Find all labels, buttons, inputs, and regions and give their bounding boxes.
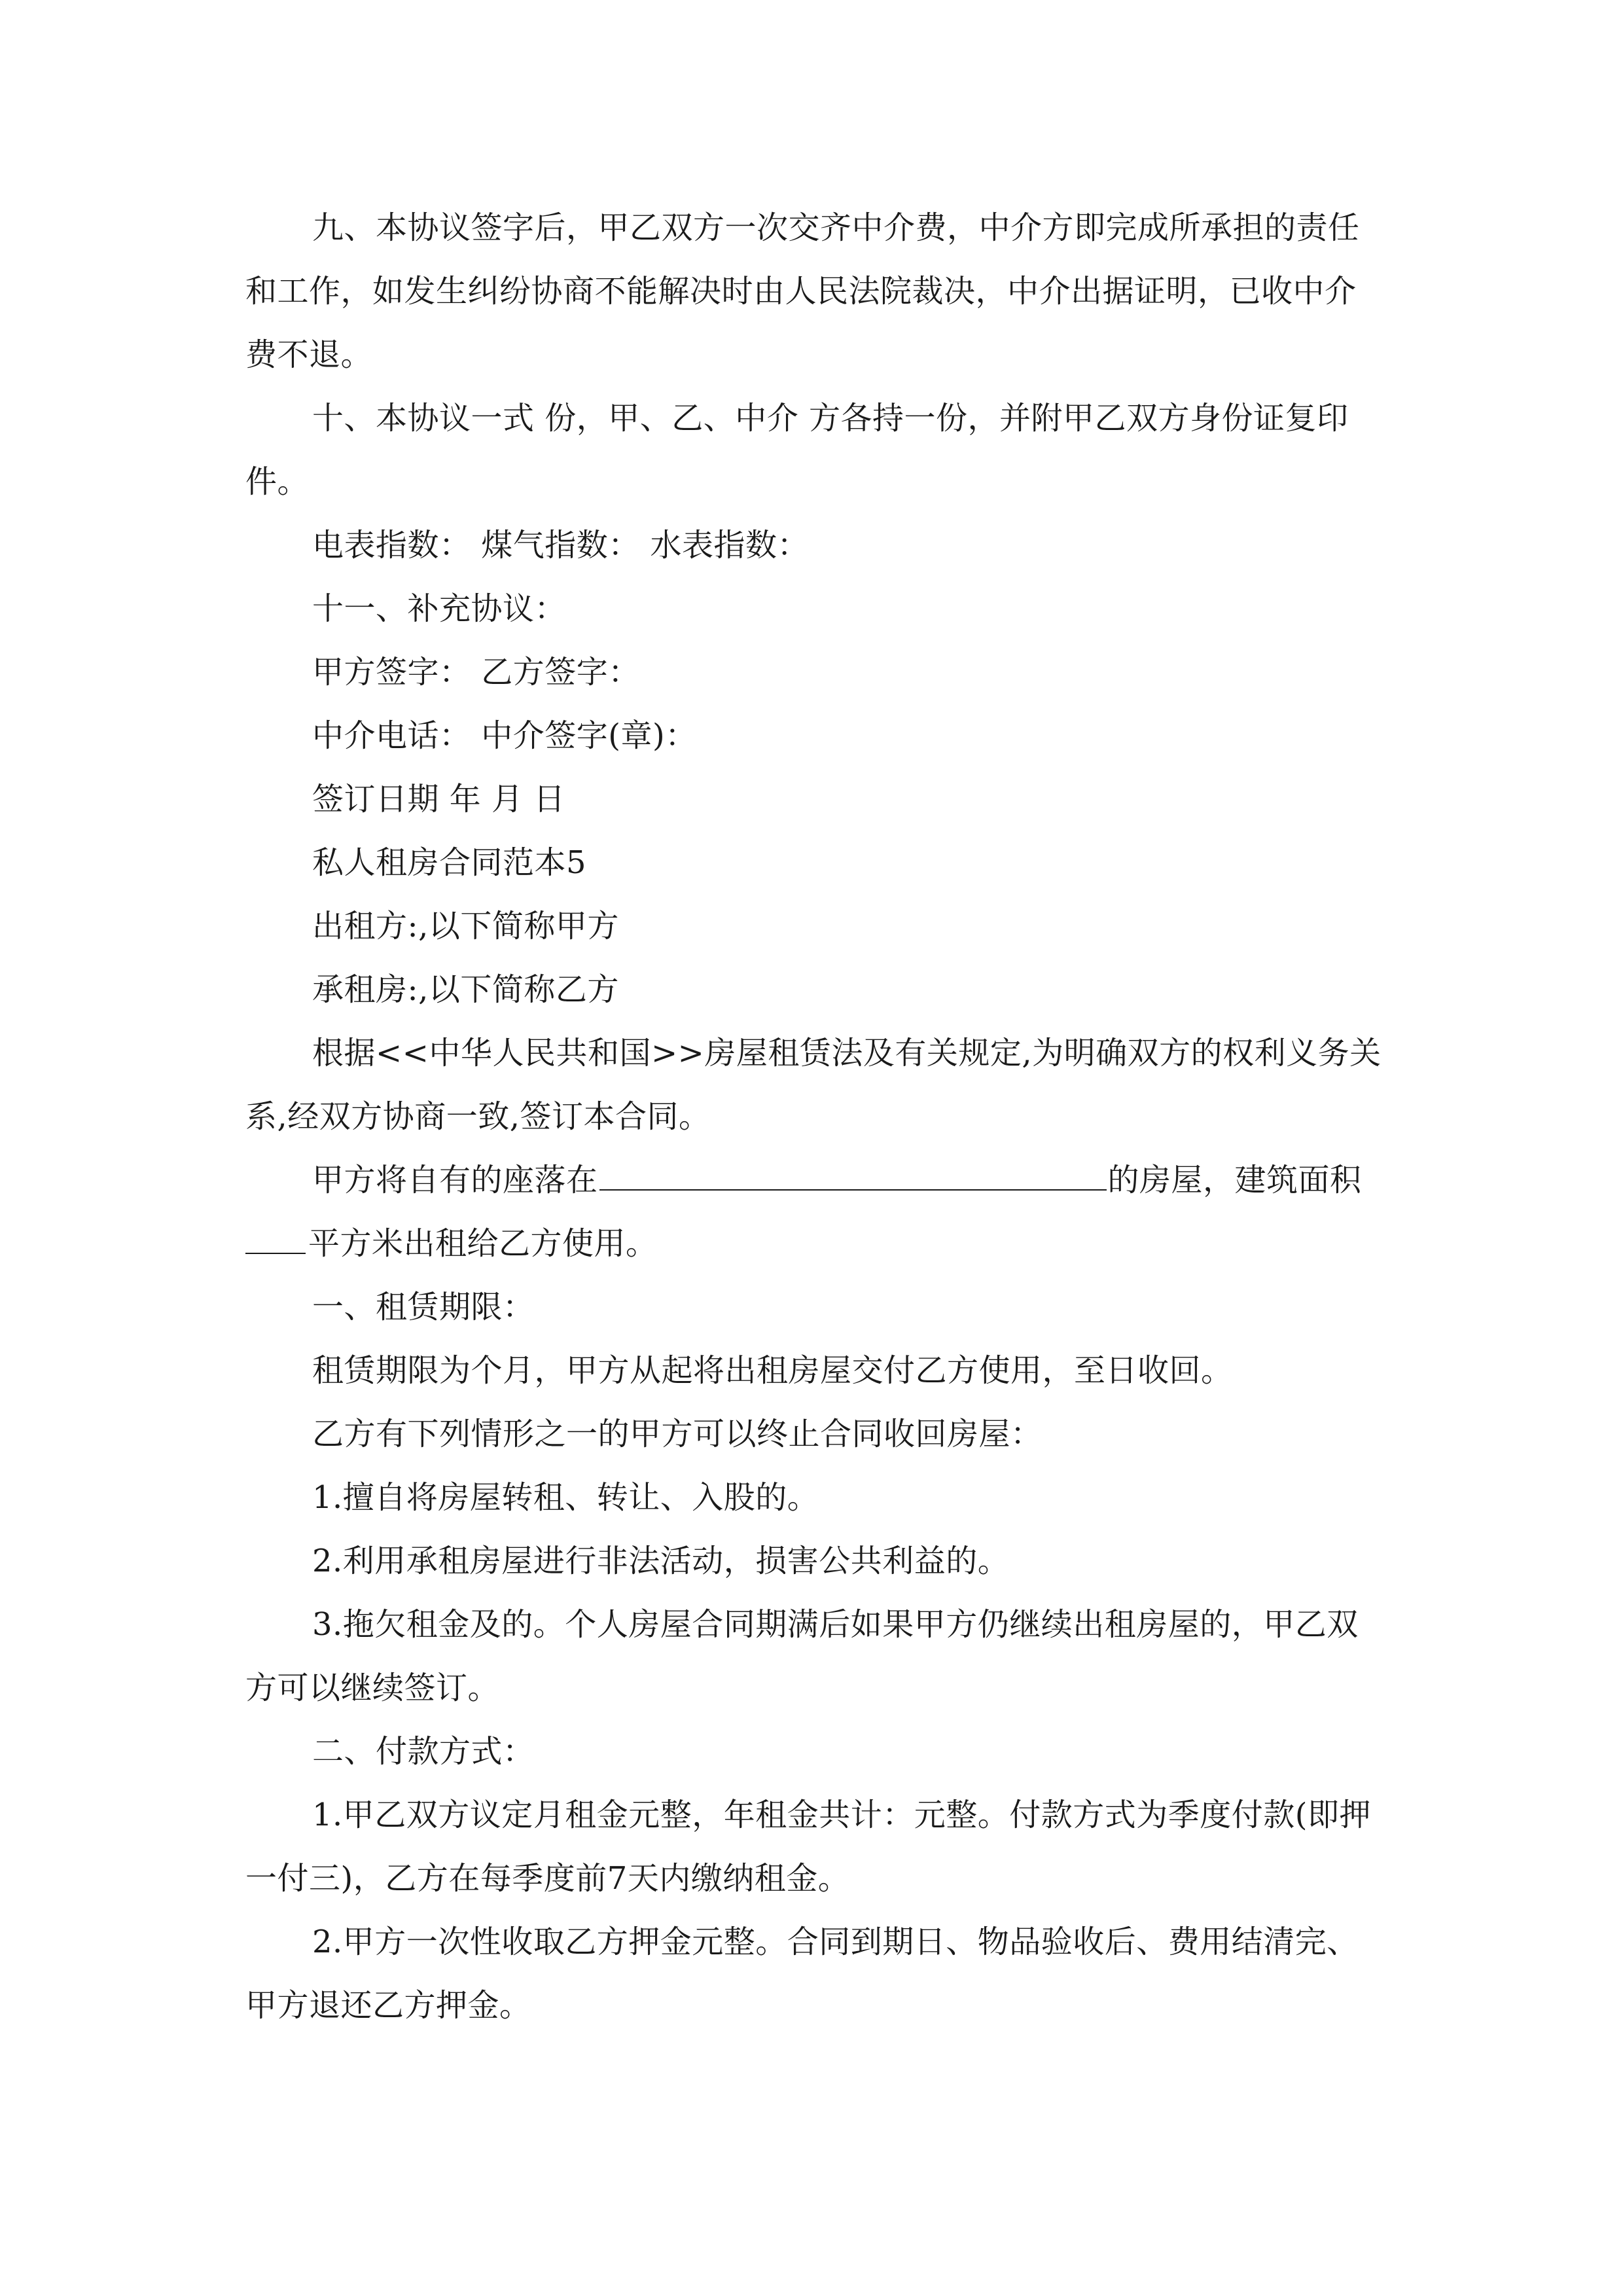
payment-item-1: 1.甲乙双方议定月租金元整，年租金共计：元整。付款方式为季度付款(即押一付三)，乙方在每季度前7天内缴纳租金。 (245, 1797, 1372, 1897)
signing-date: 签订日期 年 月 日 (312, 781, 565, 817)
area-blank (245, 1227, 306, 1254)
lessee-line: 承租房:,以下简称乙方 (312, 971, 619, 1008)
termination-item-1: 1.擅自将房屋转租、转让、入股的。 (312, 1479, 819, 1516)
meter-readings: 电表指数： 煤气指数： 水表指数： (312, 527, 810, 564)
lease-term-text: 租赁期限为个月，甲方从起将出租房屋交付乙方使用，至日收回。 (312, 1352, 1233, 1389)
party-signatures: 甲方签字： 乙方签字： (312, 654, 640, 691)
location-middle: 的房屋，建筑面积 (1107, 1162, 1362, 1198)
lessor-line: 出租方:,以下简称甲方 (312, 908, 619, 944)
termination-item-2: 2.利用承租房屋进行非法活动，损害公共利益的。 (312, 1543, 1010, 1579)
contract-title: 私人租房合同范本5 (312, 844, 587, 881)
property-location (245, 1149, 1384, 1276)
location-prefix: 甲方将自有的座落在 (312, 1162, 598, 1198)
clause-10: 十、本协议一式 份，甲、乙、中介 方各持一份，并附甲乙双方身份证复印件。 (245, 400, 1349, 500)
termination-intro: 乙方有下列情形之一的甲方可以终止合同收回房屋： (312, 1416, 1043, 1452)
document-body (245, 196, 1384, 2037)
termination-item-3: 3.拖欠租金及的。个人房屋合同期满后如果甲方仍继续出租房屋的，甲乙双方可以继续签订。 (245, 1606, 1359, 1706)
clause-9: 九、本协议签字后，甲乙双方一次交齐中介费，中介方即完成所承担的责任和工作，如发生纠纷协商不能解决时由人民法院裁决，中介出据证明，已收中介费不退。 (245, 209, 1360, 373)
section-lease-term: 一、租赁期限： (312, 1289, 535, 1325)
clause-11: 十一、补充协议： (312, 590, 567, 627)
payment-item-2: 2.甲方一次性收取乙方押金元整。合同到期日、物品验收后、费用结清完、甲方退还乙方押金。 (245, 1924, 1359, 2024)
preamble: 根据<<中华人民共和国>>房屋租赁法及有关规定,为明确双方的权利义务关系,经双方协商一致,签订本合同。 (245, 1035, 1382, 1135)
location-suffix: 平方米出租给乙方使用。 (308, 1225, 658, 1262)
address-blank (599, 1163, 1107, 1191)
section-payment: 二、付款方式： (312, 1733, 535, 1770)
agent-contact: 中介电话： 中介签字(章)： (312, 717, 697, 754)
